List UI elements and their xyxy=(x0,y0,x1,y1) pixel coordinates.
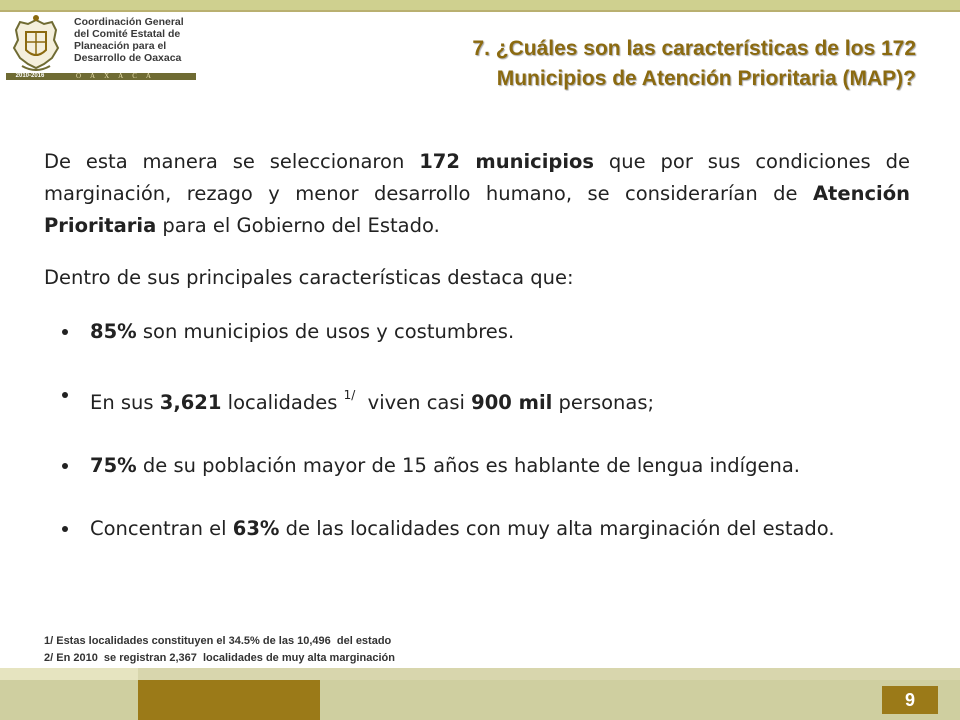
list-item xyxy=(44,316,910,348)
footnote: 1/ Estas localidades constituyen el 34.5% de las 10,496 del estado xyxy=(44,635,392,647)
bottom-strip xyxy=(0,668,138,680)
bullet-icon xyxy=(62,329,68,335)
item-text: viven casi xyxy=(355,391,472,414)
organization-name xyxy=(74,16,196,64)
logo-years: 2010-2016 xyxy=(15,73,45,79)
intro-bold: Atención Prioritaria xyxy=(44,182,910,237)
bullet-icon xyxy=(62,526,68,532)
bottom-accent-block xyxy=(138,680,320,720)
item-bold: 63% xyxy=(232,517,280,540)
list-item xyxy=(44,379,910,419)
item-bold: 900 mil xyxy=(471,391,553,414)
bullet-icon xyxy=(62,463,68,469)
item-text: En sus xyxy=(90,391,160,414)
bullet-icon xyxy=(62,392,68,398)
slide-title-line: 7. ¿Cuáles son las características de los 172 xyxy=(472,37,916,60)
coat-of-arms-icon xyxy=(6,14,66,78)
logo-line: Desarrollo de Oaxaca xyxy=(74,52,182,64)
logo-line: Planeación para el xyxy=(74,40,167,52)
intro-text: que por sus condiciones de marginación, rezago y menor desarrollo humano, se considerarían de xyxy=(44,150,910,205)
intro-text: De esta manera se seleccionaron xyxy=(44,150,420,173)
top-decorative-line xyxy=(0,10,960,12)
item-bold: 75% xyxy=(90,454,137,477)
item-text: son municipios de usos y costumbres. xyxy=(136,320,515,343)
top-decorative-bar xyxy=(0,0,960,10)
item-bold: 3,621 xyxy=(159,391,222,414)
footnotes xyxy=(44,633,744,667)
logo-line: del Comité Estatal de xyxy=(74,28,181,40)
list-item xyxy=(44,450,910,482)
item-text: de las localidades con muy alta marginación del estado. xyxy=(279,517,835,540)
bottom-strip xyxy=(138,668,960,680)
item-bold: 85% xyxy=(90,320,137,343)
organization-logo xyxy=(6,14,196,82)
logo-state: OAXACA xyxy=(76,72,160,80)
item-text: de su población mayor de 15 años es hablante de lengua indígena. xyxy=(136,454,800,477)
intro-text: para el Gobierno del Estado. xyxy=(156,214,440,237)
item-text: personas; xyxy=(552,391,655,414)
slide-title xyxy=(316,34,916,94)
footnote-ref: 1/ xyxy=(343,388,356,402)
page-number: 9 xyxy=(882,686,938,714)
slide-title-line: Municipios de Atención Prioritaria (MAP)? xyxy=(496,67,916,90)
intro-paragraph xyxy=(44,146,910,242)
item-text: Concentran el xyxy=(90,517,233,540)
intro-bold: 172 municipios xyxy=(419,150,595,173)
lead-paragraph: Dentro de sus principales características destaca que: xyxy=(44,266,574,289)
footnote: 2/ En 2010 se registran 2,367 localidades de muy alta marginación xyxy=(44,652,395,664)
list-item xyxy=(44,513,910,545)
item-text: localidades xyxy=(221,391,344,414)
logo-line: Coordinación General xyxy=(74,16,184,28)
characteristics-list xyxy=(44,316,910,545)
slide-content xyxy=(44,146,910,576)
